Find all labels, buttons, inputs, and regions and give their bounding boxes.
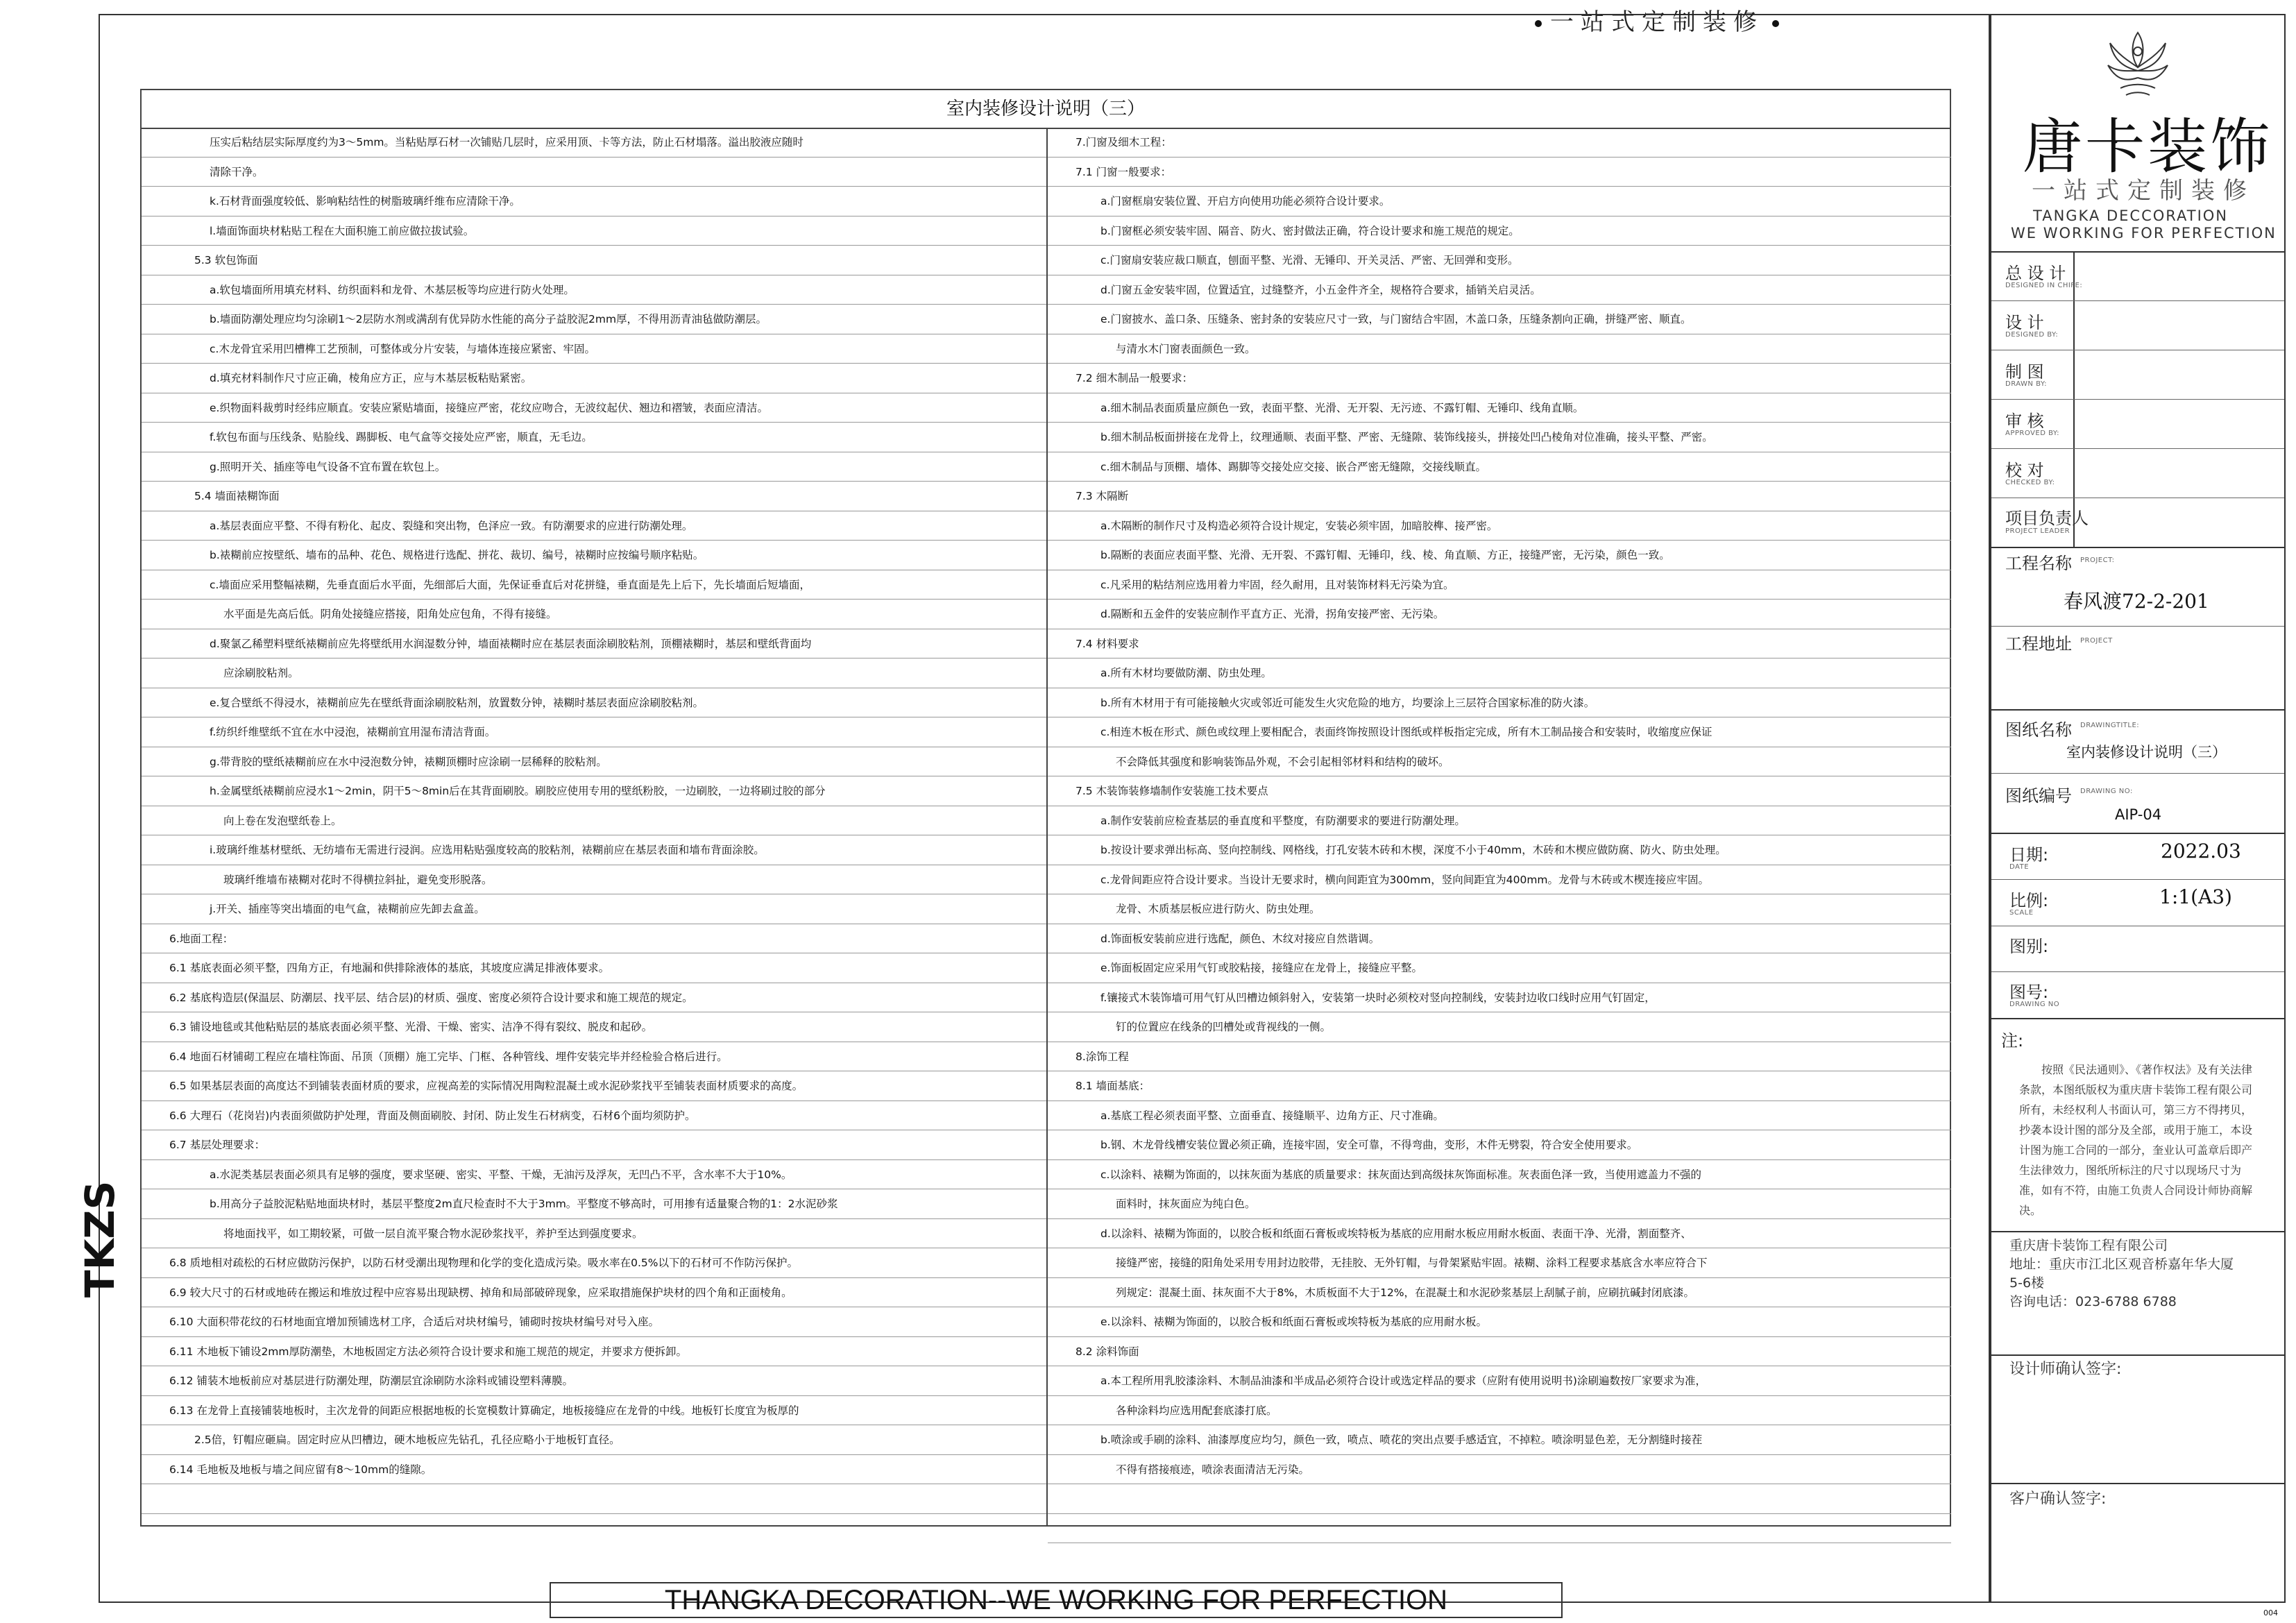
spec-line: 龙骨、木质基层板应进行防火、防虫处理。 — [1048, 894, 1951, 924]
spec-line: c.墙面应采用整幅裱糊，先垂直面后水平面，先细部后大面，先保证垂直后对花拼缝，垂直面是先上后下，先长墙面后短墙面， — [142, 570, 1046, 600]
role-label-en: CHECKED BY: — [2005, 479, 2055, 486]
spec-line: a.基底工程必须表面平整、立面垂直、接缝顺平、边角方正、尺寸准确。 — [1048, 1101, 1951, 1131]
brand-name: 唐卡装饰 — [2023, 112, 2272, 182]
divider — [1991, 879, 2284, 880]
divider — [1991, 448, 2284, 449]
spec-line: 面料时，抹灰面应为纯白色。 — [1048, 1189, 1951, 1219]
drawing-title: 室内装修设计说明（三） — [2066, 744, 2227, 760]
spec-line: 列规定：混凝土面、抹灰面不大于8%，木质板面不大于12%，在混凝土和水泥砂浆基层上刮腻子前，应刷抗碱封闭底漆。 — [1048, 1278, 1951, 1308]
copyright-note: 按照《民法通则》、《著作权法》及有关法律条款，本图纸版权为重庆唐卡装饰工程有限公司所有，未经权利人书面认可，第三方不得拷贝，抄袭本设计图的部分及全部，或用于施工，本设计图为施工合同的一部分，奎业认可盖章后即产生法律效力，图纸所标注的尺寸以现场尺寸为准，如有不符，由施工负责人合同设计师协商解决。 — [2019, 1063, 2253, 1217]
scale-label-en: SCALE — [2009, 909, 2034, 917]
spec-line: d.隔断和五金件的安装应制作平直方正、光滑，拐角安接严密、无污染。 — [1048, 600, 1951, 629]
address-label: 工程地址 — [2005, 634, 2072, 654]
spec-line: d.以涂料、裱糊为饰面的，以胶合板和纸面石膏板或埃特板为基底的应用耐水板应用耐水板面、表面干净、光滑，割面整齐、 — [1048, 1219, 1951, 1249]
spec-line: f.软包布面与压线条、贴脸线、踢脚板、电气盒等交接处应严密，顺直，无毛边。 — [142, 423, 1046, 452]
spec-line: 向上卷在发泡壁纸卷上。 — [142, 806, 1046, 836]
spec-line: d.门窗五金安装牢固，位置适宜，过缝整齐，小五金件齐全，规格符合要求，插销关启灵活。 — [1048, 275, 1951, 305]
project-label: 工程名称 — [2005, 554, 2072, 573]
footer-slogan: THANGKA DECORATION--WE WORKING FOR PERFECTION — [550, 1582, 1563, 1618]
divider — [1991, 1018, 2284, 1019]
spec-line: b.用高分子益胶泥粘贴地面块材时，基层平整度2m直尺检查时不大于3mm。平整度不够高时，可用掺有适量聚合物的1：2水泥砂浆 — [142, 1189, 1046, 1219]
divider — [1991, 547, 2284, 548]
spec-line: 7.门窗及细木工程： — [1048, 128, 1951, 158]
divider — [1991, 251, 2284, 253]
role-label-en: DESIGNED BY: — [2005, 331, 2059, 339]
spec-line: e.饰面板固定应采用气钉或胶粘接，接缝应在龙骨上，接缝应平整。 — [1048, 953, 1951, 983]
divider — [2073, 251, 2075, 548]
company-name: 重庆唐卡装饰工程有限公司 — [2009, 1238, 2168, 1253]
spec-line: 不会降低其强度和影响装饰品外观，不会引起相邻材料和结构的破坏。 — [1048, 747, 1951, 777]
spec-line: b.钢、木龙骨线槽安装位置必须正确，连接牢固，安全可靠，不得弯曲，变形，木件无劈裂，符合安全使用要求。 — [1048, 1130, 1951, 1160]
role-label-en: DESIGNED IN CHIFE: — [2005, 282, 2083, 289]
spec-line: 6.2 基底构造层(保温层、防潮层、找平层、结合层)的材质、强度、密度必须符合设计要求和施工规范的规定。 — [142, 983, 1046, 1013]
spec-line: f.镶接式木装饰墙可用气钉从凹槽边倾斜射入，安装第一块时必须校对竖向控制线，安装封边收口线时应用气钉固定， — [1048, 983, 1951, 1013]
spec-line: e.织物面料裁剪时经纬应顺直。安装应紧贴墙面，接缝应严密，花纹应吻合，无波纹起伏、翘边和褶皱，表面应清洁。 — [142, 393, 1046, 423]
spec-line: a.木隔断的制作尺寸及构造必须符合设计规定，安装必须牢固，加暗胶榫、接严密。 — [1048, 511, 1951, 541]
spec-line: i.玻璃纤维基材壁纸、无纺墙布无需进行浸润。应选用粘贴强度较高的胶粘剂，裱糊前应在基层表面和墙布背面涂胶。 — [142, 835, 1046, 865]
spec-line: a.基层表面应平整、不得有粉化、起皮、裂缝和突出物，色泽应一致。有防潮要求的应进行防潮处理。 — [142, 511, 1046, 541]
spec-line: j.开关、插座等突出墙面的电气盒，裱糊前应先卸去盒盖。 — [142, 894, 1046, 924]
scale-value: 1:1(A3) — [2159, 885, 2232, 908]
spec-line: 5.3 软包饰面 — [142, 246, 1046, 275]
spec-line: a.门窗框扇安装位置、开启方向使用功能必须符合设计要求。 — [1048, 187, 1951, 216]
spec-line: 6.14 毛地板及地板与墙之间应留有8～10mm的缝隙。 — [142, 1455, 1046, 1485]
spec-line: 钉的位置应在线条的凹槽处或背视线的一侧。 — [1048, 1012, 1951, 1042]
top-slogan: 一站式定制装修 — [1527, 3, 1787, 37]
spec-line: 将地面找平，如工期较紧，可做一层自流平聚合物水泥砂浆找平，养护至达到强度要求。 — [142, 1219, 1046, 1249]
role-label-en: DRAWN BY: — [2005, 380, 2048, 388]
project-name: 春风渡72-2-201 — [2064, 590, 2209, 613]
role-label: 项目负责人 — [2005, 509, 2089, 528]
divider — [1991, 709, 2284, 711]
spec-line — [1048, 1484, 1951, 1514]
spec-line: 7.3 木隔断 — [1048, 482, 1951, 511]
spec-line: 6.地面工程： — [142, 924, 1046, 954]
spec-line: 6.9 较大尺寸的石材或地砖在搬运和堆放过程中应容易出现缺楞、掉角和局部破碎现象，应采取措施保护块材的四个角和正面棱角。 — [142, 1278, 1046, 1308]
spec-line — [1048, 1514, 1951, 1544]
bullet-dot-icon — [1772, 20, 1779, 27]
number-label-en: DRAWING NO — [2009, 1001, 2060, 1008]
spec-line: 6.4 地面石材铺砌工程应在墙柱饰面、吊顶（顶棚）施工完毕、门框、各种管线、埋件安装完毕并经检验合格后进行。 — [142, 1042, 1046, 1072]
role-label: 制 图 — [2005, 362, 2044, 382]
divider — [1991, 773, 2284, 774]
brand-slogan: 一站式定制装修 — [2032, 177, 2255, 205]
spec-line: 7.1 门窗一般要求： — [1048, 158, 1951, 187]
spec-line: k.石材背面强度较低、影响粘结性的树脂玻璃纤维布应清除干净。 — [142, 187, 1046, 216]
spec-line: b.按设计要求弹出标高、竖向控制线、网格线，打孔安装木砖和木楔，深度不小于40mm，木砖和木楔应做防腐、防火、防虫处理。 — [1048, 835, 1951, 865]
spec-line: b.门窗框必须安装牢固、隔音、防火、密封做法正确，符合设计要求和施工规范的规定。 — [1048, 216, 1951, 246]
spec-line: 7.5 木装饰装修墙制作安装施工技术要点 — [1048, 776, 1951, 806]
spec-line: g.照明开关、插座等电气设备不宜布置在软包上。 — [142, 452, 1046, 482]
company-address: 地址：重庆市江北区观音桥嘉年华大厦 — [2009, 1257, 2234, 1272]
spec-line: 6.3 铺设地毯或其他粘贴层的基底表面必须平整、光滑、干燥、密实、洁净不得有裂纹、脱皮和起砂。 — [142, 1012, 1046, 1042]
brand-english: TANGKA DECCORATION — [2033, 207, 2229, 224]
spec-column-left — [142, 128, 1048, 1525]
spec-line: 7.4 材料要求 — [1048, 629, 1951, 659]
scale-label: 比例: — [2009, 891, 2049, 910]
spec-line: 7.2 细木制品一般要求： — [1048, 364, 1951, 393]
divider — [1991, 1231, 2284, 1232]
spec-line: c.门窗扇安装应裁口顺直，刨面平整、光滑、无锤印、开关灵活、严密、无回弹和变形。 — [1048, 246, 1951, 275]
divider — [1991, 1483, 2284, 1484]
title-block — [1990, 14, 2286, 1603]
spec-line: a.水泥类基层表面必须具有足够的强度，要求坚硬、密实、平整、干燥，无油污及浮灰，无凹凸不平，含水率不大于10%。 — [142, 1160, 1046, 1190]
spec-line: 玻璃纤维墙布裱糊对花时不得横拉斜扯，避免变形脱落。 — [142, 865, 1046, 895]
spec-line: 与清水木门窗表面颜色一致。 — [1048, 334, 1951, 364]
drawing-no: AIP-04 — [2115, 806, 2162, 823]
spec-line: 各种涂料均应选用配套底漆打底。 — [1048, 1396, 1951, 1426]
note-label: 注: — [2001, 1031, 2024, 1051]
spec-line: l.墙面饰面块材粘贴工程在大面积施工前应做拉拔试验。 — [142, 216, 1046, 246]
date-value: 2022.03 — [2161, 840, 2241, 863]
spec-line: e.复合壁纸不得浸水，裱糊前应先在壁纸背面涂刷胶粘剂，放置数分钟，裱糊时基层表面应涂刷胶粘剂。 — [142, 688, 1046, 718]
spec-line: e.门窗披水、盖口条、压缝条、密封条的安装应尺寸一致，与门窗结合牢固，木盖口条，压缝条割向正确，拼缝严密、顺直。 — [1048, 305, 1951, 334]
spec-line: 6.5 如果基层表面的高度达不到铺装表面材质的要求，应视高差的实际情况用陶粒混凝土或水泥砂浆找平至铺装表面材质要求的高度。 — [142, 1071, 1046, 1101]
drawing-no-label-en: DRAWING NO: — [2080, 788, 2133, 795]
lotus-logo-icon — [2100, 22, 2176, 105]
spec-line: f.纺织纤维壁纸不宜在水中浸泡，裱糊前宜用湿布清洁背面。 — [142, 717, 1046, 747]
spec-line: h.金属壁纸裱糊前应浸水1～2min，阴干5～8min后在其背面刷胶。刷胶应使用专用的壁纸粉胶，一边刷胶，一边将刷过胶的部分 — [142, 776, 1046, 806]
spec-line: 8.涂饰工程 — [1048, 1042, 1951, 1072]
divider — [1991, 971, 2284, 972]
spec-line: d.填充材料制作尺寸应正确，棱角应方正，应与木基层板粘贴紧密。 — [142, 364, 1046, 393]
divider — [1991, 626, 2284, 627]
role-label-en: PROJECT LEADER — [2005, 527, 2070, 535]
client-signature-label: 客户确认签字: — [2009, 1490, 2107, 1508]
spec-line: b.裱糊前应按壁纸、墙布的品种、花色、规格进行选配、拼花、裁切、编号，裱糊时应按编号顺序粘贴。 — [142, 541, 1046, 570]
spec-line: b.墙面防潮处理应均匀涂刷1～2层防水剂或满刮有优异防水性能的高分子益胶泥2mm厚，不得用沥青油毡做防潮层。 — [142, 305, 1046, 334]
spec-line: a.所有木材均要做防潮、防虫处理。 — [1048, 658, 1951, 688]
spec-line: 6.7 基层处理要求： — [142, 1130, 1046, 1160]
spec-line: 清除干净。 — [142, 158, 1046, 187]
spec-line: 6.8 质地相对疏松的石材应做防污保护，以防石材受潮出现物理和化学的变化造成污染。吸水率在0.5%以下的石材可不作防污保护。 — [142, 1248, 1046, 1278]
spec-line: d.聚氯乙稀塑料壁纸裱糊前应先将壁纸用水润湿数分钟，墙面裱糊时应在基层表面涂刷胶粘剂，顶棚裱糊时，基层和壁纸背面均 — [142, 629, 1046, 659]
drawing-title-label: 图纸名称 — [2005, 720, 2072, 740]
spec-line: 6.1 基底表面必须平整，四角方正，有地漏和供排除液体的基底，其坡度应满足排液体要求。 — [142, 953, 1046, 983]
spec-line: e.以涂料、裱糊为饰面的，以胶合板和纸面石膏板或埃特板为基底的应用耐水板。 — [1048, 1307, 1951, 1337]
spec-line: d.饰面板安装前应进行选配，颜色、木纹对接应自然谐调。 — [1048, 924, 1951, 954]
date-label: 日期: — [2009, 845, 2049, 865]
spec-line: 2.5倍，钉帽应砸扁。固定时应从凹槽边，硬木地板应先钻孔，孔径应略小于地板钉直径。 — [142, 1425, 1046, 1455]
spec-line: 6.11 木地板下铺设2mm厚防潮垫，木地板固定方法必须符合设计要求和施工规范的规定，并要求方便拆卸。 — [142, 1337, 1046, 1367]
spec-line: c.相连木板在形式、颜色或纹理上要相配合，表面终饰按照设计图纸或样板指定完成，所有木工制品接合和安装时，收缩度应保证 — [1048, 717, 1951, 747]
spec-table — [140, 89, 1951, 1527]
role-label: 设 计 — [2005, 313, 2044, 332]
spec-line: 水平面是先高后低。阴角处接缝应搭接，阳角处应包角，不得有接缝。 — [142, 600, 1046, 629]
divider — [1991, 1354, 2284, 1356]
brand-english-slogan: WE WORKING FOR PERFECTION — [2011, 225, 2277, 241]
date-label-en: DATE — [2009, 863, 2030, 871]
drawing-title-label-en: DRAWINGTITLE: — [2080, 722, 2140, 729]
spec-line: 不得有搭接痕迹，喷涂表面清洁无污染。 — [1048, 1455, 1951, 1485]
spec-line: c.细木制品与顶棚、墙体、踢脚等交接处应交接、嵌合严密无缝隙，交接线顺直。 — [1048, 452, 1951, 482]
spec-line: b.隔断的表面应表面平整、光滑、无开裂、不露钉帽、无锤印，线、棱、角直顺、方正，接缝严密，无污染，颜色一致。 — [1048, 541, 1951, 570]
spec-line: c.龙骨间距应符合设计要求。当设计无要求时，横向间距宜为300mm，竖向间距宜为400mm。龙骨与木砖或木楔连接应牢固。 — [1048, 865, 1951, 895]
role-label: 校 对 — [2005, 461, 2044, 480]
number-label: 图号: — [2009, 983, 2049, 1002]
divider — [1991, 399, 2284, 400]
spec-line: a.细木制品表面质量应颜色一致，表面平整、光滑、无开裂、无污迹、不露钉帽、无锤印、线角直顺。 — [1048, 393, 1951, 423]
bullet-dot-icon — [1535, 20, 1542, 27]
drawing-no-label: 图纸编号 — [2005, 786, 2072, 806]
role-label-en: APPROVED BY: — [2005, 430, 2060, 437]
divider — [1991, 833, 2284, 834]
spec-line: 应涂刷胶粘剂。 — [142, 658, 1046, 688]
spec-line — [142, 1484, 1046, 1514]
role-label: 审 核 — [2005, 411, 2044, 431]
type-label: 图别: — [2009, 937, 2049, 956]
role-label: 总 设 计 — [2005, 264, 2066, 283]
address-label-en: PROJECT — [2080, 637, 2113, 645]
side-code: TKZS — [76, 1180, 124, 1298]
spec-line: 压实后粘结层实际厚度约为3～5mm。当粘贴厚石材一次铺贴几层时，应采用顶、卡等方法，防止石材塌落。溢出胶液应随时 — [142, 128, 1046, 158]
spec-line: 6.6 大理石（花岗岩)内表面须做防护处理，背面及侧面刷胶、封闭、防止发生石材病变，石材6个面均须防护。 — [142, 1101, 1046, 1131]
designer-signature-label: 设计师确认签字: — [2009, 1361, 2122, 1378]
spec-line: b.所有木材用于有可能接触火灾或邻近可能发生火灾危险的地方，均要涂上三层符合国家标准的防火漆。 — [1048, 688, 1951, 718]
spec-line: 8.2 涂料饰面 — [1048, 1337, 1951, 1367]
project-label-en: PROJECT: — [2080, 556, 2115, 564]
spec-column-right — [1048, 128, 1951, 1525]
spec-line: g.带背胶的壁纸裱糊前应在水中浸泡数分钟，裱糊顶棚时应涂刷一层稀释的胶粘剂。 — [142, 747, 1046, 777]
spec-line: 8.1 墙面基底： — [1048, 1071, 1951, 1101]
spec-line: 接缝严密，接缝的阳角处采用专用封边胶带，无挂胶、无外钉帽，与骨架紧贴牢固。裱糊、涂料工程要求基底含水率应符合下 — [1048, 1248, 1951, 1278]
spec-line: a.本工程所用乳胶漆涂料、木制品油漆和半成品必须符合设计或选定样品的要求（应附有使用说明书)涂刷遍数按厂家要求为准， — [1048, 1366, 1951, 1396]
page-number: 004 — [2263, 1608, 2278, 1617]
spec-line: b.细木制品板面拼接在龙骨上，纹理通顺、表面平整、严密、无缝隙、装饰线接头，拼接处凹凸棱角对位准确，接头平整、严密。 — [1048, 423, 1951, 452]
spec-line: 6.10 大面积带花纹的石材地面宜增加预铺选材工序，合适后对块材编号，铺砌时按块材编号对号入座。 — [142, 1307, 1046, 1337]
spec-line: 5.4 墙面裱糊饰面 — [142, 482, 1046, 511]
spec-line: c.木龙骨宜采用凹槽榫工艺预制，可整体或分片安装，与墙体连接应紧密、牢固。 — [142, 334, 1046, 364]
company-phone: 咨询电话：023-6788 6788 — [2009, 1294, 2177, 1309]
spec-line: 6.13 在龙骨上直接铺装地板时，主次龙骨的间距应根据地板的长宽模数计算确定，地板接缝应在龙骨的中线。地板钉长度宜为板厚的 — [142, 1396, 1046, 1426]
spec-line: c.以涂料、裱糊为饰面的，以抹灰面为基底的质量要求：抹灰面达到高级抹灰饰面标准。灰表面色泽一致，当使用遮盖力不强的 — [1048, 1160, 1951, 1190]
spec-line: b.喷涂或手刷的涂料、油漆厚度应均匀，颜色一致，喷点、喷花的突出点要手感适宜，不掉粒。喷涂明显色差，无分割缝时接茬 — [1048, 1425, 1951, 1455]
spec-line: a.制作安装前应检查基层的垂直度和平整度，有防潮要求的要进行防潮处理。 — [1048, 806, 1951, 836]
company-address-floor: 5-6楼 — [2009, 1275, 2045, 1291]
spec-line: a.软包墙面所用填充材料、纺织面料和龙骨、木基层板等均应进行防火处理。 — [142, 275, 1046, 305]
spec-title: 室内装修设计说明（三） — [142, 90, 1950, 129]
spec-line: 6.12 铺装木地板前应对基层进行防潮处理，防潮层宜涂刷防水涂料或铺设塑料薄膜。 — [142, 1366, 1046, 1396]
spec-line: c.凡采用的粘结剂应选用着力牢固，经久耐用，且对装饰材料无污染为宜。 — [1048, 570, 1951, 600]
divider — [1991, 300, 2284, 301]
